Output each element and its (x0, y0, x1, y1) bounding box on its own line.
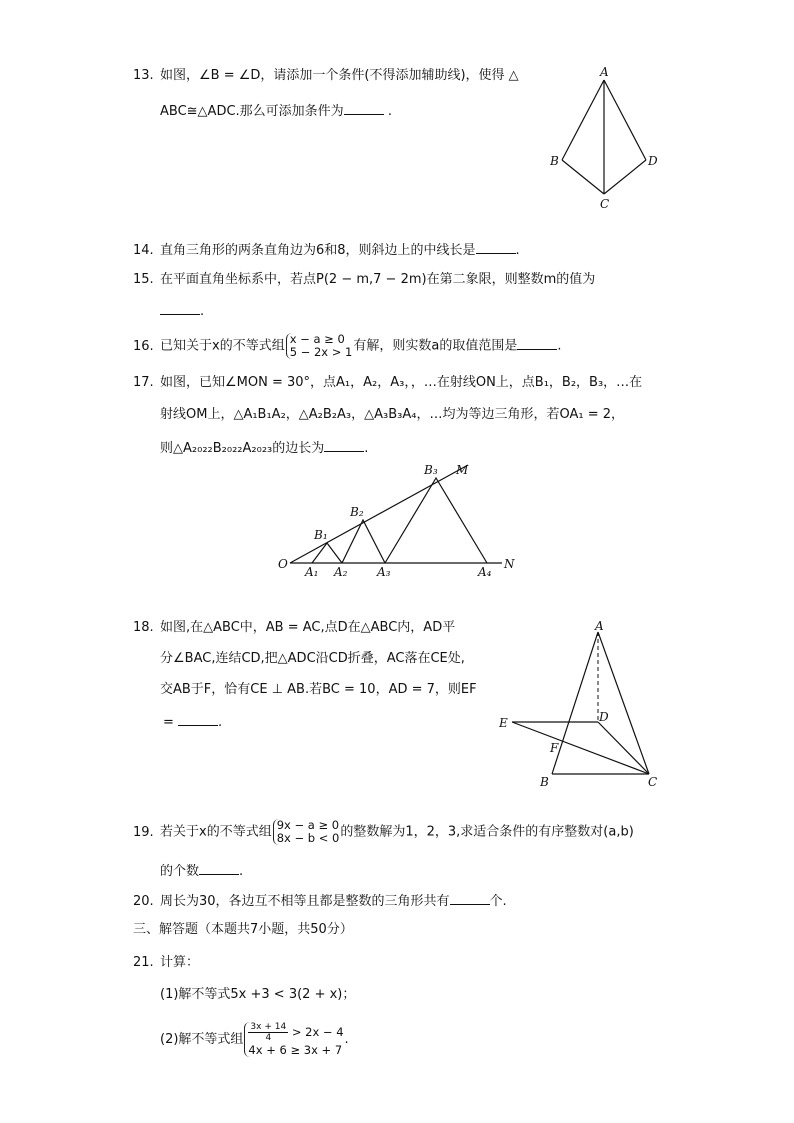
question-text: 如图，∠B = ∠D，请添加一个条件(不得添加辅助线)，使得 △ (160, 68, 519, 83)
label-A3: A₃ (377, 565, 391, 579)
label-C: C (648, 775, 658, 789)
question-18 (133, 618, 455, 638)
inequality-1 (248, 1022, 344, 1043)
question-text: 交AB于F，恰有CE ⊥ AB.若BC = 10，AD = 7，则EF (160, 682, 477, 697)
label-D: D (599, 710, 609, 724)
question-19 (133, 819, 634, 845)
punctuation: . (557, 338, 562, 354)
question-number: 16. (133, 338, 154, 354)
question-text: 分∠BAC,连结CD,把△ADC沿CD折叠，AC落在CE处, (160, 651, 465, 666)
question-text: 已知关于x的不等式组 (160, 338, 285, 354)
label-A4: A₄ (478, 565, 492, 579)
answer-blank (450, 890, 490, 905)
label-D: D (648, 154, 658, 168)
denominator: 4 (265, 1033, 272, 1043)
punctuation: . (515, 243, 520, 258)
answer-blank (324, 437, 364, 452)
question-text: 则△A₂₀₂₂B₂₀₂₂A₂₀₂₃的边长为 (160, 441, 325, 456)
question-21-part2 (160, 1022, 349, 1057)
question-16 (133, 333, 561, 359)
question-text: (1)解不等式5x +3 < 3(2 + x)； (160, 987, 356, 1002)
question-text: 的个数 (160, 864, 200, 879)
answer-blank (344, 100, 384, 115)
question-21 (133, 953, 199, 973)
fraction (248, 1022, 288, 1043)
label-B: B (540, 775, 549, 789)
figure-18-folded-triangle (495, 618, 665, 793)
label-E: E (499, 716, 508, 730)
question-text: (2)解不等式组 (160, 1032, 244, 1047)
question-text: 射线OM上，△A₁B₁A₂，△A₂B₂A₃，△A₃B₃A₄，…均为等边三角形，若OA₁ = 2， (160, 407, 624, 422)
inequality-2: 4x + 6 ≥ 3x + 7 (248, 1043, 343, 1057)
question-18-line3 (160, 680, 477, 700)
inequality-system (286, 333, 353, 359)
label-A2: A₂ (334, 565, 348, 579)
figure-17-triangles (270, 458, 530, 583)
punctuation: . (387, 104, 392, 119)
question-19-line2 (160, 860, 243, 882)
label-B1: B₁ (314, 528, 328, 542)
question-number: 15. (133, 272, 154, 287)
question-14 (133, 239, 520, 261)
question-number: 13. (133, 68, 154, 83)
question-text: 直角三角形的两条直角边为6和8，则斜边上的中线长是 (160, 243, 476, 258)
question-text: ABC≅△ADC.那么可添加条件为 (160, 104, 344, 119)
question-number: 18. (133, 620, 154, 635)
question-13 (133, 66, 519, 86)
question-number: 17. (133, 375, 154, 390)
question-text: 在平面直角坐标系中，若点P(2 − m,7 − 2m)在第二象限，则整数m的值为 (160, 272, 596, 287)
question-number: 14. (133, 243, 154, 258)
answer-blank (476, 239, 516, 254)
punctuation: 个. (489, 894, 507, 909)
label-B3: B₃ (424, 463, 438, 477)
question-18-line2 (160, 649, 465, 669)
question-18-line4: = . (163, 711, 222, 733)
question-text: 如图,在△ABC中，AB = AC,点D在△ABC内，AD平 (160, 620, 456, 635)
punctuation: . (364, 441, 369, 456)
inequality-2: 8x − b < 0 (276, 831, 340, 845)
question-text: = (163, 715, 174, 730)
label-C: C (600, 197, 610, 211)
punctuation: . (344, 1032, 349, 1047)
figure-13-kite (540, 62, 670, 212)
numerator: 3x + 14 (250, 1022, 287, 1032)
inequality-2: 5 − 2x > 1 (289, 345, 353, 359)
label-A: A (600, 65, 609, 79)
label-O: O (278, 557, 288, 571)
question-text: 计算： (160, 955, 200, 970)
label-N: N (504, 557, 515, 571)
answer-blank (178, 711, 218, 726)
answer-blank (199, 860, 239, 875)
answer-blank (517, 335, 557, 350)
answer-blank (160, 300, 200, 315)
question-text: 的整数解为1，2，3,求适合条件的有序整数对(a,b) (340, 824, 634, 840)
label-M: M (456, 463, 469, 477)
question-13-line2 (160, 100, 392, 122)
question-number: 21. (133, 955, 154, 970)
question-text: 如图，已知∠MON = 30°，点A₁，A₂，A₃，，…在射线ON上，点B₁，B₂，B₃，…在 (160, 375, 643, 390)
punctuation: . (200, 304, 205, 319)
question-text: 若关于x的不等式组 (160, 824, 272, 840)
label-A1: A₁ (305, 565, 319, 579)
question-number: 19. (133, 824, 154, 840)
inequality-system (273, 819, 340, 845)
label-A: A (595, 619, 604, 633)
inequality-tail: > 2x − 4 (291, 1025, 344, 1039)
question-text: 周长为30，各边互不相等且都是整数的三角形共有 (160, 894, 450, 909)
punctuation: . (239, 864, 244, 879)
question-number: 20. (133, 894, 154, 909)
question-17-line3 (160, 437, 368, 459)
question-21-part1 (160, 985, 355, 1005)
inequality-1: x − a ≥ 0 (289, 332, 345, 346)
label-F: F (550, 741, 559, 755)
label-B2: B₂ (350, 505, 364, 519)
question-17 (133, 373, 642, 393)
label-B: B (550, 154, 559, 168)
inequality-1: 9x − a ≥ 0 (276, 818, 340, 832)
question-15-line2 (160, 300, 204, 322)
question-17-line2 (160, 405, 624, 425)
question-text: 有解，则实数a的取值范围是 (353, 338, 518, 354)
inequality-system (244, 1022, 343, 1057)
question-20 (133, 890, 507, 912)
section-heading: 三、解答题（本题共7小题，共50分） (133, 922, 353, 937)
question-15 (133, 270, 595, 290)
